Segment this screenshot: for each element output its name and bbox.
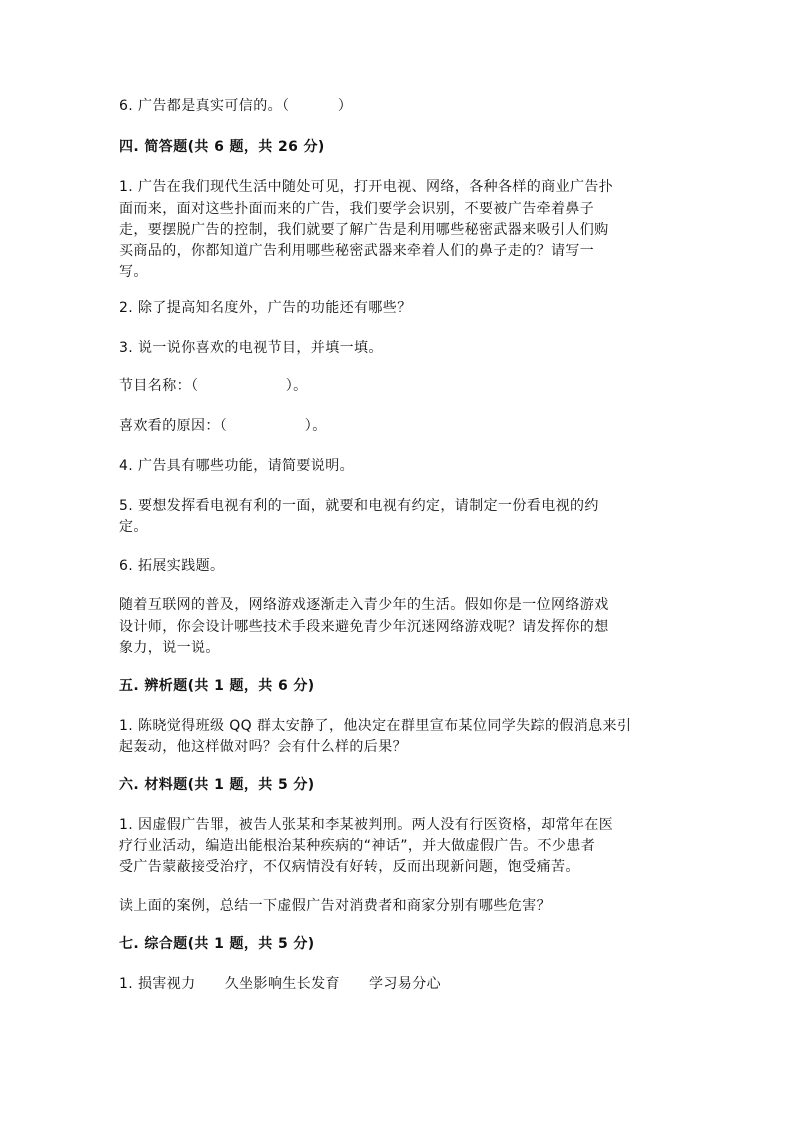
- question-2: 2. 除了提高知名度外，广告的功能还有哪些？: [119, 300, 412, 316]
- question-1-line-3: 走，要摆脱广告的控制，我们就要了解广告是利用哪些秘密武器来吸引人们购: [119, 222, 609, 238]
- question-6-line-2: 设计师，你会设计哪些技术手段来避免青少年沉迷网络游戏呢？请发挥你的想: [119, 619, 609, 635]
- question-6-line-3: 象力，说一说。: [119, 640, 220, 656]
- question-3: 3. 说一说你喜欢的电视节目，并填一填。: [119, 340, 383, 356]
- question-3-reason: 喜欢看的原因：（ ）。: [119, 418, 327, 434]
- question-6: 6. 拓展实践题。: [119, 558, 225, 574]
- material-question-1-line-3: 受广告蒙蔽接受治疗，不仅病情没有好转，反而出现新问题，饱受痛苦。: [119, 859, 580, 875]
- question-1-line-1: 1. 广告在我们现代生活中随处可见，打开电视、网络，各种各样的商业广告扑: [119, 179, 614, 195]
- section-heading-comprehensive: 七. 综合题(共 1 题，共 5 分): [119, 936, 315, 952]
- material-question-1-line-2: 疗行业活动，编造出能根治某种疾病的“神话”，并大做虚假广告。不少患者: [119, 838, 596, 854]
- material-question-prompt: 读上面的案例，总结一下虚假广告对消费者和商家分别有哪些危害？: [119, 898, 551, 914]
- section-heading-short-answer: 四. 简答题(共 6 题，共 26 分): [119, 139, 325, 155]
- question-3-program-name: 节目名称：（ ）。: [119, 378, 308, 394]
- analysis-question-1-line-2: 起轰动，他这样做对吗？会有什么样的后果？: [119, 739, 407, 755]
- question-1-line-2: 面而来，面对这些扑面而来的广告，我们要学会识别，不要被广告牵着鼻子: [119, 201, 595, 217]
- analysis-question-1-line-1: 1. 陈晓觉得班级 QQ 群太安静了，他决定在群里宣布某位同学失踪的假消息来引: [119, 718, 632, 734]
- question-1-line-5: 写。: [119, 264, 148, 280]
- material-question-1-line-1: 1. 因虚假广告罪，被告人张某和李某被判刑。两人没有行医资格，却常年在医: [119, 817, 614, 833]
- question-5-line-1: 5. 要想发挥看电视有利的一面，就要和电视有约定，请制定一份看电视的约: [119, 498, 599, 514]
- section-heading-analysis: 五. 辨析题(共 1 题，共 6 分): [119, 678, 315, 694]
- comprehensive-answer-1: 1. 损害视力 久坐影响生长发育 学习易分心: [119, 976, 442, 992]
- question-6-line-1: 随着互联网的普及，网络游戏逐渐走入青少年的生活。假如你是一位网络游戏: [119, 597, 609, 613]
- section-heading-material: 六. 材料题(共 1 题，共 5 分): [119, 777, 315, 793]
- question-1-line-4: 买商品的，你都知道广告利用哪些秘密武器来牵着人们的鼻子走的？请写一: [119, 243, 595, 259]
- question-4: 4. 广告具有哪些功能，请简要说明。: [119, 458, 355, 474]
- judgement-item-6: 6. 广告都是真实可信的。（ ）: [119, 98, 353, 114]
- question-5-line-2: 定。: [119, 519, 148, 535]
